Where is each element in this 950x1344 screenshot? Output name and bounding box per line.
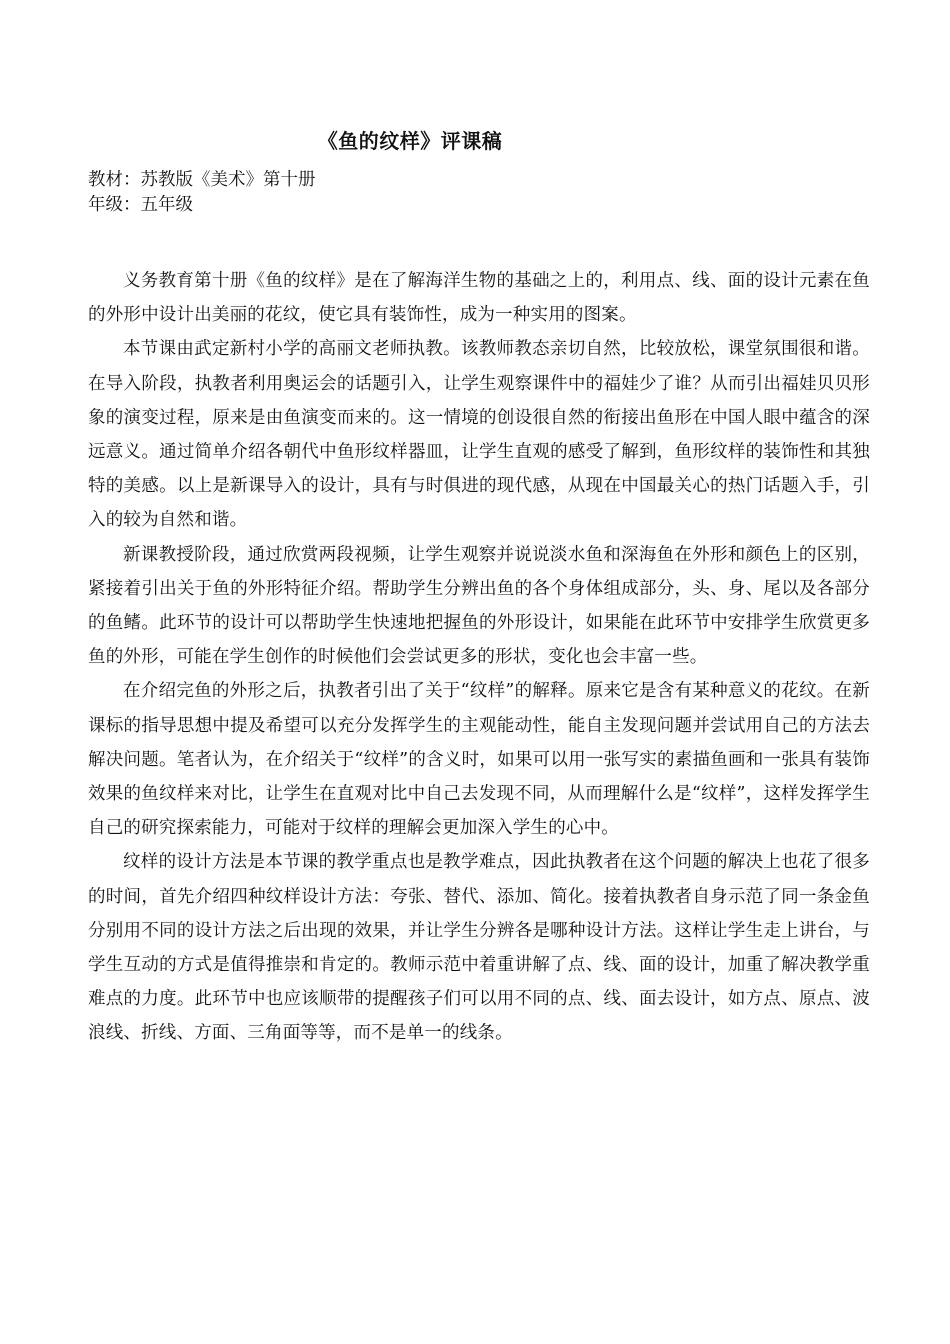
paragraph-5: 纹样的设计方法是本节课的教学重点也是教学难点，因此执教者在这个问题的解决上也花了很多的时间，首先介绍四种纹样设计方法：夸张、替代、添加、简化。接着执教者自身示范了同一条金鱼分别用不同的设计方法之后出现的效果，并让学生分辨各是哪种设计方法。这样让学生走上讲台，与学生互动的方式是值得推崇和肯定的。教师示范中着重讲解了点、线、面的设计，加重了解决教学重难点的力度。此环节中也应该顺带的提醒孩子们可以用不同的点、线、面去设计，如方点、原点、波浪线、折线、方面、三角面等等，而不是单一的线条。 (88, 852, 870, 1044)
grade-line: 年级：五年级 (88, 195, 193, 215)
paragraph-2: 本节课由武定新村小学的高丽文老师执教。该教师教态亲切自然，比较放松，课堂氛围很和谐。在导入阶段，执教者利用奥运会的话题引入，让学生观察课件中的福娃少了谁？从而引出福娃贝贝形象的演变过程，原来是由鱼演变而来的。这一情境的创设很自然的衔接出鱼形在中国人眼中蕴含的深远意义。通过简单介绍各朝代中鱼形纹样器皿，让学生直观的感受了解到，鱼形纹样的装饰性和其独特的美感。以上是新课导入的设计，具有与时俱进的现代感，从现在中国最关心的热门话题入手，引入的较为自然和谐。 (88, 339, 870, 531)
document-meta (88, 168, 316, 218)
paragraph-3: 新课教授阶段，通过欣赏两段视频，让学生观察并说说淡水鱼和深海鱼在外形和颜色上的区别，紧接着引出关于鱼的外形特征介绍。帮助学生分辨出鱼的各个身体组成部分，头、身、尾以及各部分的鱼鳍。此环节的设计可以帮助学生快速地把握鱼的外形设计，如果能在此环节中安排学生欣赏更多鱼的外形，可能在学生创作的时候他们会尝试更多的形状，变化也会丰富一些。 (88, 544, 870, 668)
paragraph-4: 在介绍完鱼的外形之后，执教者引出了关于“纹样”的解释。原来它是含有某种意义的花纹。在新课标的指导思想中提及希望可以充分发挥学生的主观能动性，能自主发现问题并尝试用自己的方法去解决问题。笔者认为，在介绍关于“纹样”的含义时，如果可以用一张写实的素描鱼画和一张具有装饰效果的鱼纹样来对比，让学生在直观对比中自己去发现不同，从而理解什么是“纹样”，这样发挥学生自己的研究探索能力，可能对于纹样的理解会更加深入学生的心中。 (88, 681, 870, 839)
paragraph-1: 义务教育第十册《鱼的纹样》是在了解海洋生物的基础之上的，利用点、线、面的设计元素在鱼的外形中设计出美丽的花纹，使它具有装饰性，成为一种实用的图案。 (88, 271, 870, 326)
textbook-line: 教材：苏教版《美术》第十册 (88, 170, 316, 190)
document-body (88, 264, 870, 1051)
page-title: 《鱼的纹样》评课稿 (317, 129, 503, 153)
